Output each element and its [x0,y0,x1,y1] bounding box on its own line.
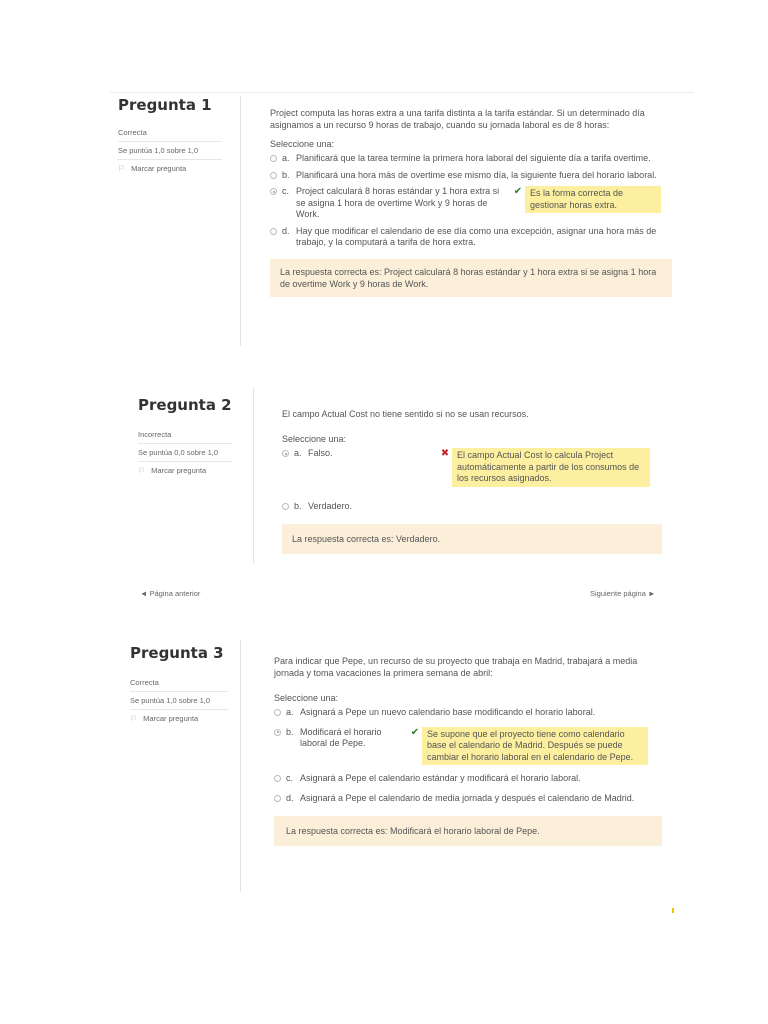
flag-icon: ⚐ [138,466,146,475]
q1-radio-a[interactable] [270,155,277,162]
decorative-mark [672,908,674,913]
q2-feedback: El campo Actual Cost lo calcula Project automáticamente a partir de los consumos de los recursos asignados. [452,448,650,487]
q1-question-text: Project computa las horas extra a una tarifa distinta a la tarifa estándar. Si un determinado día asignamos a un recurso 9 horas de trabajo, cuando su jornada laboral es de 8 horas: [270,108,645,130]
q3-option-d[interactable]: d. Asignará a Pepe el calendario de media jornada y después el calendario de Madrid. [274,793,662,805]
q3-correct-answer: La respuesta correcta es: Modificará el horario laboral de Pepe. [274,816,662,846]
q1-title: Pregunta 1 [118,96,212,114]
q1-status: Correcta [118,124,222,142]
q1-radio-c[interactable] [270,188,277,195]
q2-radio-b[interactable] [282,503,289,510]
q1-option-a[interactable]: a. Planificará que la tarea termine la primera hora laboral del siguiente día a tarifa overtime. [270,153,672,165]
q2-flag-label: Marcar pregunta [151,466,207,475]
q2-question-text: El campo Actual Cost no tiene sentido si no se usan recursos. [282,409,529,419]
q1-option-b[interactable]: b. Planificará una hora más de overtime ese mismo día, la siguiente fuera del horario laboral. [270,170,672,182]
prev-page-link[interactable]: ◄ Página anterior [140,589,201,598]
q2-info [138,396,232,479]
q1-select-label: Seleccione una: [270,139,335,149]
q1-flag-button[interactable] [118,160,222,177]
q1-feedback: Es la forma correcta de gestionar horas extra. [525,186,661,213]
q1-option-d[interactable]: d. Hay que modificar el calendario de ese día como una excepción, asignar una hora más de trabajo, y la computará a tarifa de hora extra. [270,226,672,249]
flag-icon: ⚐ [118,164,126,173]
q1-score: Se puntúa 1,0 sobre 1,0 [118,142,222,160]
q3-status: Correcta [130,674,228,692]
q2-radio-a[interactable] [282,450,289,457]
q2-status: Incorrecta [138,426,232,444]
q3-flag-button[interactable] [130,710,228,727]
q3-radio-c[interactable] [274,775,281,782]
q2-option-b[interactable]: b. Verdadero. [282,501,662,513]
flag-icon: ⚐ [130,714,138,723]
q1-option-c[interactable]: c. Project calculará 8 horas estándar y 1 hora extra si se asigna 1 hora de overtime Work y 9 horas de Work. ✔ Es la forma correcta de gestionar horas extra. [270,186,672,221]
q3-select-label: Seleccione una: [274,693,339,703]
q2-select-label: Seleccione una: [282,434,347,444]
q3-question-text: Para indicar que Pepe, un recurso de su proyecto que trabaja en Madrid, trabajará a media jornada y toma vacaciones la primera semana de abril: [274,656,638,678]
q2-content [282,408,662,554]
q3-flag-label: Marcar pregunta [143,714,199,723]
check-icon: ✔ [410,726,420,738]
q2-correct-answer: La respuesta correcta es: Verdadero. [282,524,662,554]
q3-content [274,655,662,846]
q2-title: Pregunta 2 [138,396,232,414]
q3-radio-d[interactable] [274,795,281,802]
q2-option-a[interactable]: a. Falso. ✖ El campo Actual Cost lo calcula Project automáticamente a partir de los consumos de los recursos asignados. [282,448,662,487]
q1-content [270,107,672,297]
q3-info [130,644,228,727]
q3-title: Pregunta 3 [130,644,224,662]
cross-icon: ✖ [440,448,450,459]
q1-radio-b[interactable] [270,172,277,179]
q2-flag-button[interactable] [138,462,232,479]
next-page-link[interactable]: Siguiente página ► [590,589,656,598]
q3-score: Se puntúa 1,0 sobre 1,0 [130,692,228,710]
q1-correct-answer: La respuesta correcta es: Project calculará 8 horas estándar y 1 hora extra si se asigna 1 hora de overtime Work y 9 horas de Work. [270,259,672,297]
q3-option-a[interactable]: a. Asignará a Pepe un nuevo calendario base modificando el horario laboral. [274,707,662,719]
q3-radio-b[interactable] [274,729,281,736]
q3-radio-a[interactable] [274,709,281,716]
q3-option-c[interactable]: c. Asignará a Pepe el calendario estándar y modificará el horario laboral. [274,773,662,785]
q2-score: Se puntúa 0,0 sobre 1,0 [138,444,232,462]
q1-flag-label: Marcar pregunta [131,164,187,173]
check-icon: ✔ [513,186,523,197]
q1-radio-d[interactable] [270,228,277,235]
q3-option-b[interactable]: b. Modificará el horario laboral de Pepe. ✔ Se supone que el proyecto tiene como calendario base el calendario de Madrid. Después se puede cambiar el horario laboral en el calendario de Pepe. [274,727,662,766]
q1-info [118,96,222,177]
q3-feedback: Se supone que el proyecto tiene como calendario base el calendario de Madrid. Después se puede cambiar el horario laboral en el calendario de Pepe. [422,727,648,766]
